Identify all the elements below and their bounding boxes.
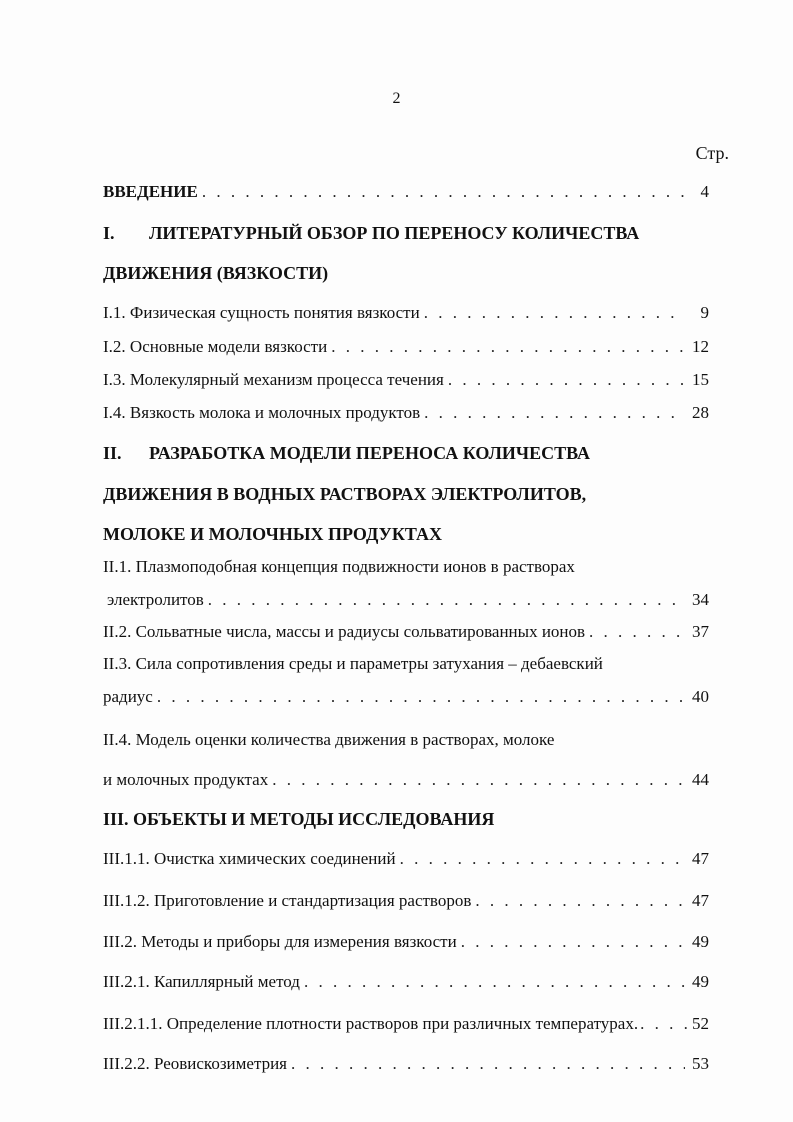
- toc-entry-page: 28: [692, 403, 709, 422]
- toc-entry-page: 15: [692, 370, 709, 389]
- dot-leader: [272, 769, 685, 791]
- section-heading-2-cont: [103, 483, 709, 505]
- toc-entry[interactable]: [103, 971, 709, 993]
- toc-entry-page: 53: [692, 1054, 709, 1073]
- dot-leader: [461, 931, 685, 953]
- dot-leader: [304, 971, 685, 993]
- toc-entry-page: 47: [692, 849, 709, 868]
- toc-entry-label: и молочных продуктах: [103, 770, 269, 789]
- dot-leader: [202, 181, 685, 203]
- section-heading-1[interactable]: [103, 222, 709, 244]
- toc-entry-page: 12: [692, 337, 709, 356]
- toc-entry-page: 4: [700, 182, 709, 201]
- dot-leader: [475, 890, 685, 912]
- toc-entry-page: 47: [692, 891, 709, 910]
- toc-entry-line1: [103, 556, 709, 578]
- toc-entry-line1: [103, 729, 709, 751]
- toc-entry-label: II.1. Плазмоподобная концепция подвижности ионов в растворах: [103, 557, 575, 576]
- toc-entry-page: 40: [692, 687, 709, 706]
- section-heading-1-cont: [103, 262, 709, 284]
- toc-entry[interactable]: [103, 1053, 709, 1075]
- toc-entry-label: I.4. Вязкость молока и молочных продуктов: [103, 403, 421, 422]
- toc-entry-page: 44: [692, 770, 709, 789]
- toc-entry-label: I.1. Физическая сущность понятия вязкости: [103, 303, 420, 322]
- dot-leader: [291, 1053, 685, 1075]
- section-title: МОЛОКЕ И МОЛОЧНЫХ ПРОДУКТАХ: [103, 524, 442, 544]
- toc-entry-label: I.3. Молекулярный механизм процесса течения: [103, 370, 444, 389]
- toc-entry-page: 34: [692, 590, 709, 609]
- toc-entry[interactable]: [103, 336, 709, 358]
- dot-leader: [424, 402, 685, 424]
- toc-entry-page: 49: [692, 972, 709, 991]
- dot-leader: [640, 1013, 687, 1035]
- toc-entry-page: 37: [692, 622, 709, 641]
- dot-leader: [331, 336, 685, 358]
- toc-entry-label: III.2.2. Реовискозиметрия: [103, 1054, 287, 1073]
- toc-entry-label: III.2.1.1. Определение плотности растворов при различных температурах.: [103, 1014, 639, 1033]
- toc-entry[interactable]: [103, 589, 709, 611]
- toc-entry[interactable]: [103, 769, 709, 791]
- toc-entry-label: III.2.1. Капиллярный метод: [103, 972, 300, 991]
- dot-leader: [424, 302, 685, 324]
- dot-leader: [208, 589, 685, 611]
- toc-entry-label: I.2. Основные модели вязкости: [103, 337, 328, 356]
- toc-entry-label: III.1.2. Приготовление и стандартизация растворов: [103, 891, 472, 910]
- toc-entry-line1: [103, 653, 709, 675]
- section-title: ДВИЖЕНИЯ (ВЯЗКОСТИ): [103, 263, 329, 283]
- toc-entry-label: III.2. Методы и приборы для измерения вязкости: [103, 932, 457, 951]
- section-heading-2[interactable]: [103, 442, 709, 464]
- section-title: РАЗРАБОТКА МОДЕЛИ ПЕРЕНОСА КОЛИЧЕСТВА: [149, 443, 590, 463]
- toc-entry-label: II.4. Модель оценки количества движения в растворах, молоке: [103, 730, 555, 749]
- toc-entry-page: 52: [692, 1014, 709, 1033]
- toc-entry-label: радиус: [103, 687, 153, 706]
- toc-entry-label: II.2. Сольватные числа, массы и радиусы сольватированных ионов: [103, 622, 586, 641]
- toc-entry-intro[interactable]: [103, 181, 709, 203]
- toc-entry[interactable]: [103, 1013, 709, 1035]
- dot-leader: [448, 369, 685, 391]
- toc-entry-page: 9: [700, 303, 709, 322]
- section-title: ДВИЖЕНИЯ В ВОДНЫХ РАСТВОРАХ ЭЛЕКТРОЛИТОВ,: [103, 484, 587, 504]
- section-title: III. ОБЪЕКТЫ И МЕТОДЫ ИССЛЕДОВАНИЯ: [103, 809, 495, 829]
- toc-entry[interactable]: [103, 848, 709, 870]
- toc-entry-label: III.1.1. Очистка химических соединений: [103, 849, 396, 868]
- toc-entry[interactable]: [103, 402, 709, 424]
- dot-leader: [589, 621, 685, 643]
- toc-entry[interactable]: [103, 890, 709, 912]
- toc-entry[interactable]: [103, 369, 709, 391]
- page-column-label: Стр.: [695, 143, 729, 163]
- toc-entry-label: ВВЕДЕНИЕ: [103, 182, 198, 201]
- toc-entry[interactable]: [103, 931, 709, 953]
- section-heading-3[interactable]: [103, 808, 709, 830]
- toc-entry[interactable]: [103, 621, 709, 643]
- section-number: II.: [103, 443, 122, 463]
- dot-leader: [157, 686, 685, 708]
- section-heading-2-cont: [103, 523, 709, 545]
- section-title: ЛИТЕРАТУРНЫЙ ОБЗОР ПО ПЕРЕНОСУ КОЛИЧЕСТВА: [149, 223, 640, 243]
- toc-entry-page: 49: [692, 932, 709, 951]
- page-number: 2: [392, 90, 401, 107]
- toc-entry-label: II.3. Сила сопротивления среды и параметры затухания – дебаевский: [103, 654, 603, 673]
- section-number: I.: [103, 223, 115, 243]
- toc-entry[interactable]: [103, 686, 709, 708]
- toc-entry[interactable]: [103, 302, 709, 324]
- toc-entry-label: электролитов: [107, 590, 204, 609]
- dot-leader: [400, 848, 685, 870]
